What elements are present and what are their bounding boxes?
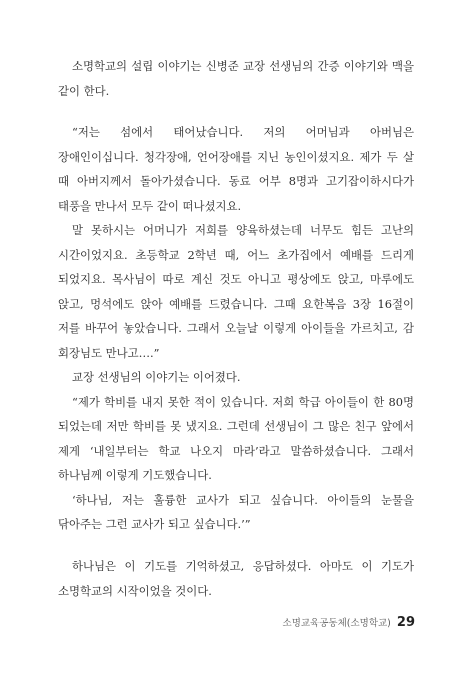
page-footer xyxy=(283,615,415,630)
narration-paragraph: 교장 선생님의 이야기는 이어졌다. xyxy=(72,370,241,384)
closing-section xyxy=(58,554,414,603)
testimony-paragraph-prayer: ‘하나님, 저는 훌륭한 교사가 되고 싶습니다. 아이들의 눈물을 닦아주는 그런 교사가 되고 싶습니다.’” xyxy=(58,492,414,531)
page-number: 29 xyxy=(396,615,415,630)
testimony-section xyxy=(58,120,414,537)
intro-paragraph: 소명학교의 설립 이야기는 신병준 교장 선생님의 간증 이야기와 맥을 같이 한다. xyxy=(58,59,414,98)
intro-section xyxy=(58,54,414,103)
testimony-paragraph-island: “저는 섬에서 태어났습니다. 저의 어머님과 아버님은 장애인이십니다. 청각장애, 언어장애를 지닌 농인이셨지요. 제가 두 살 때 아버지께서 돌아가셨습니다. 동료 어부 8명과 고기잡이하시다가 태풍을 만나서 모두 같이 떠나셨지요. xyxy=(58,125,414,213)
testimony-paragraph-tuition: “제가 학비를 내지 못한 적이 있습니다. 저희 학급 아이들이 한 80명 되었는데 저만 학비를 못 냈지요. 그런데 선생님이 그 많은 친구 앞에서 제게 ‘내일부터는 학교 나오지 마라’라고 말씀하셨습니다. 그래서 하나님께 이렇게 기도했습니다. xyxy=(58,394,414,482)
closing-paragraph: 하나님은 이 기도를 기억하셨고, 응답하셨다. 아마도 이 기도가 소명학교의 시작이었을 것이다. xyxy=(58,559,414,598)
testimony-paragraph-mother: 말 못하시는 어머니가 저희를 양육하셨는데 너무도 힘든 고난의 시간이었지요. 초등학교 2학년 때, 어느 초가집에서 예배를 드리게 되었지요. 목사님이 따로 계신 것도 아니고 평상에도 앉고, 마루에도 앉고, 멍석에도 앉아 예배를 드렸습니다. 그때 요한복음 3장 16절이 저를 바꾸어 놓았습니다. 그래서 오늘날 이렇게 아이들을 가르치고, 감 회장님도 만나고….” xyxy=(58,223,414,360)
running-footer-title: 소명교육공동체(소명학교) xyxy=(282,618,391,629)
